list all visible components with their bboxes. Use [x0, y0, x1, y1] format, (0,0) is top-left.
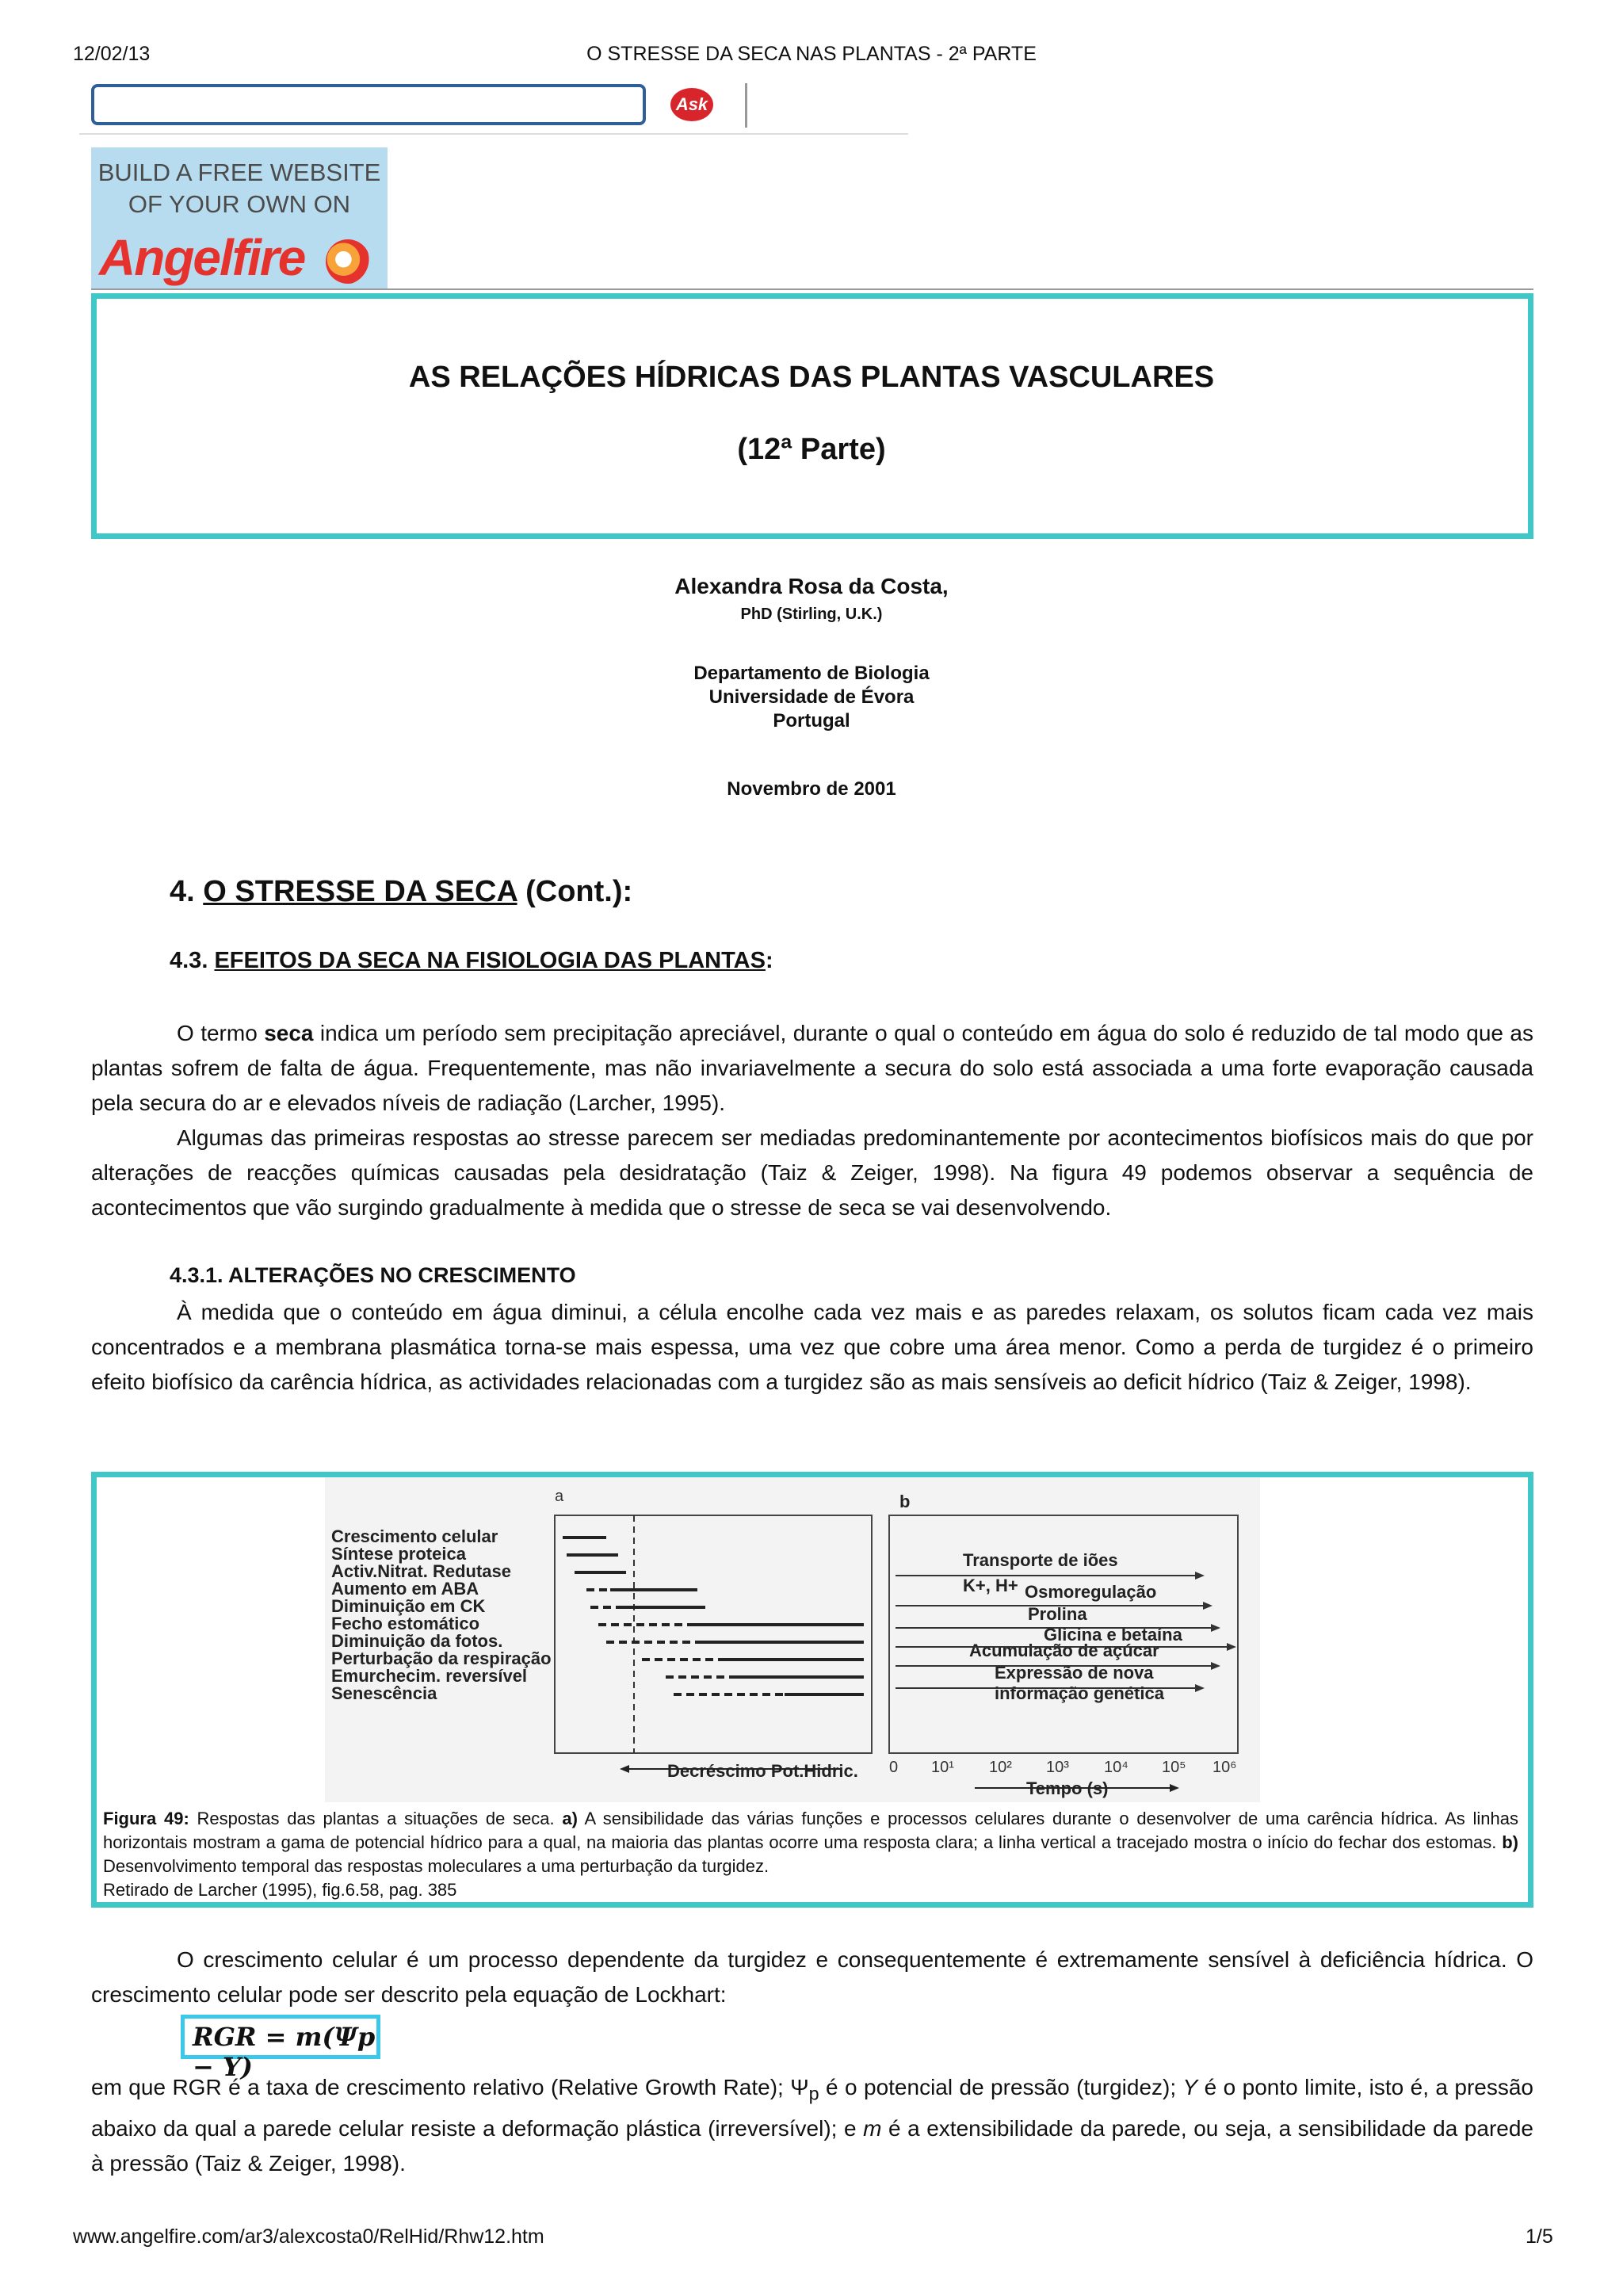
tick-b-3: 10³ [1046, 1759, 1069, 1776]
angelfire-banner[interactable] [91, 147, 388, 288]
angelfire-flame-icon [326, 239, 370, 284]
panel-b-label: b [899, 1492, 911, 1511]
label-b-6: Expressão de nova [995, 1663, 1154, 1683]
publication-date: Novembro de 2001 [727, 778, 896, 800]
figure-49-caption: Figura 49: Respostas das plantas a situações de seca. a) A sensibilidade das várias funções e processos celulares durante o desenvolver de uma carência hídrica. As linhas horizontais mostram a gama de potencial hídrico para a qual, na maioria das plantas ocorre uma resposta clara; a linha vertical a tracejado mostra o início do fechar dos estomas. b) Desenvolvimento temporal das respostas moleculares a uma perturbação da turgidez. Retirado de Larcher (1995), fig.6.58, pag. 385 [103, 1809, 1519, 1900]
section-431-heading: 4.3.1. ALTERAÇÕES NO CRESCIMENTO [170, 1263, 576, 1287]
toolbar-divider [745, 83, 747, 128]
paragraph-5: em que RGR é a taxa de crescimento relativo (Relative Growth Rate); $\Psi_p$ é o potencial de pressão (turgidez); Y é o ponto limite, isto é, a pressão abaixo da qual a parede celular resiste a deformação plástica (irreversível); e m é a extensibilidade da parede, ou seja, a sensibilidade da parede à pressão (Taiz & Zeiger, 1998). [91, 2075, 1533, 2176]
section-43-heading: 4.3. EFEITOS DA SECA NA FISIOLOGIA DAS PLANTAS: [170, 948, 773, 973]
label-a-4: Diminuição em CK [331, 1596, 486, 1616]
label-a-1: Síntese proteica [331, 1544, 466, 1564]
ask-logo-icon[interactable]: Ask [670, 88, 713, 121]
print-title: O STRESSE DA SECA NAS PLANTAS - 2ª PARTE [586, 43, 1037, 65]
footer-page-number: 1/5 [1526, 2225, 1553, 2248]
label-a-6: Diminuição da fotos. [331, 1631, 503, 1651]
tick-b-2: 10² [989, 1759, 1012, 1776]
paragraph-2: Algumas das primeiras respostas ao stresse parecem ser mediadas predominantemente por acontecimentos biofísicos mais do que por alterações de reacções químicas causadas pela desidratação (Taiz & Zeiger, 1998). Na figura 49 podemos observar a sequência de acontecimentos que vão surgindo gradualmente à medida que o stresse de seca se vai desenvolvendo. [91, 1125, 1533, 1220]
body-text-definitions [91, 2070, 1533, 2181]
author-univ: Universidade de Évora [708, 686, 915, 708]
label-b-1: K+, H+ [963, 1576, 1018, 1595]
label-a-0: Crescimento celular [331, 1526, 498, 1546]
horizontal-rule [91, 288, 1533, 290]
body-text-intro [91, 1016, 1533, 1225]
label-a-3: Aumento em ABA [331, 1579, 479, 1599]
label-a-7: Perturbação da respiração [331, 1648, 552, 1668]
axis-b-label: Tempo (s) [1026, 1778, 1109, 1798]
section-43-link[interactable]: EFEITOS DA SECA NA FISIOLOGIA DAS PLANTAS [214, 948, 766, 973]
paragraph-1: O termo seca indica um período sem precipitação apreciável, durante o qual o conteúdo em água do solo é reduzido de tal modo que as plantas sofrem de falta de água. Frequentemente, mas não invariavelmente a secura do solo está associada a uma forte evaporação causada pela secura do ar e elevados níveis de radiação (Larcher, 1995). [91, 1021, 1533, 1115]
label-a-2: Activ.Nitrat. Redutase [331, 1561, 511, 1581]
print-date: 12/02/13 [73, 43, 151, 65]
section-4-heading: 4. O STRESSE DA SECA (Cont.): [170, 875, 633, 908]
tick-b-5: 10⁵ [1162, 1759, 1186, 1776]
label-b-4: Glicina e betaína [1044, 1625, 1182, 1645]
section-4-link[interactable]: O STRESSE DA SECA [203, 875, 517, 908]
tick-b-0: 0 [889, 1759, 899, 1776]
banner-line2: OF YOUR OWN ON [128, 190, 351, 218]
figure-49-diagram [325, 1477, 1260, 1802]
title-box [91, 293, 1533, 539]
panel-b-ticks [889, 1759, 1236, 1776]
search-input[interactable] [91, 84, 646, 125]
label-a-8: Emurchecim. reversível [331, 1666, 528, 1686]
author-dept: Departamento de Biologia [693, 663, 930, 684]
label-b-7: informação genética [995, 1683, 1164, 1703]
author-name: Alexandra Rosa da Costa, [674, 574, 949, 598]
tick-b-4: 10⁴ [1104, 1759, 1128, 1776]
panel-a-label: a [555, 1488, 564, 1505]
label-b-5: Acumulação de açúcar [969, 1641, 1159, 1660]
figure-source: Retirado de Larcher (1995), fig.6.58, pag. 385 [103, 1880, 457, 1900]
toolbar-underline [79, 133, 908, 135]
body-text-lockhart [91, 1943, 1533, 2012]
label-b-0: Transporte de iões [963, 1550, 1118, 1570]
tick-b-6: 10⁶ [1212, 1759, 1237, 1776]
paragraph-3: À medida que o conteúdo em água diminui, a célula encolhe cada vez mais e as paredes relaxam, os solutos ficam cada vez mais concentrados e a membrana plasmática torna-se mais espessa, uma vez que cobre uma área menor. Como a perda de turgidez é o primeiro efeito biofísico da carência hídrica, as actividades relacionadas com a turgidez são as mais sensíveis ao deficit hídrico (Taiz & Zeiger, 1998). [91, 1300, 1533, 1394]
lockhart-equation: RGR = m(Ψp − Y) [181, 2015, 380, 2059]
page-title: AS RELAÇÕES HÍDRICAS DAS PLANTAS VASCULARES [408, 361, 1215, 394]
author-country: Portugal [773, 710, 850, 732]
footer-url[interactable]: www.angelfire.com/ar3/alexcosta0/RelHid/Rhw12.htm [73, 2225, 544, 2248]
angelfire-logo: Angelfire [99, 229, 305, 286]
page-subtitle: (12ª Parte) [737, 433, 886, 466]
body-text-growth [91, 1295, 1533, 1400]
label-b-3: Prolina [1028, 1604, 1087, 1624]
label-b-2: Osmoregulação [1025, 1582, 1157, 1602]
banner-line1: BUILD A FREE WEBSITE [97, 159, 381, 186]
author-degree: PhD (Stirling, U.K.) [740, 606, 883, 623]
axis-a-label: Decréscimo Pot.Hidric. [667, 1761, 858, 1781]
label-a-5: Fecho estomático [331, 1614, 480, 1633]
paragraph-4: O crescimento celular é um processo dependente da turgidez e consequentemente é extremamente sensível à deficiência hídrica. O crescimento celular pode ser descrito pela equação de Lockhart: [91, 1947, 1533, 2007]
tick-b-1: 10¹ [931, 1759, 954, 1776]
label-a-9: Senescência [331, 1683, 437, 1703]
